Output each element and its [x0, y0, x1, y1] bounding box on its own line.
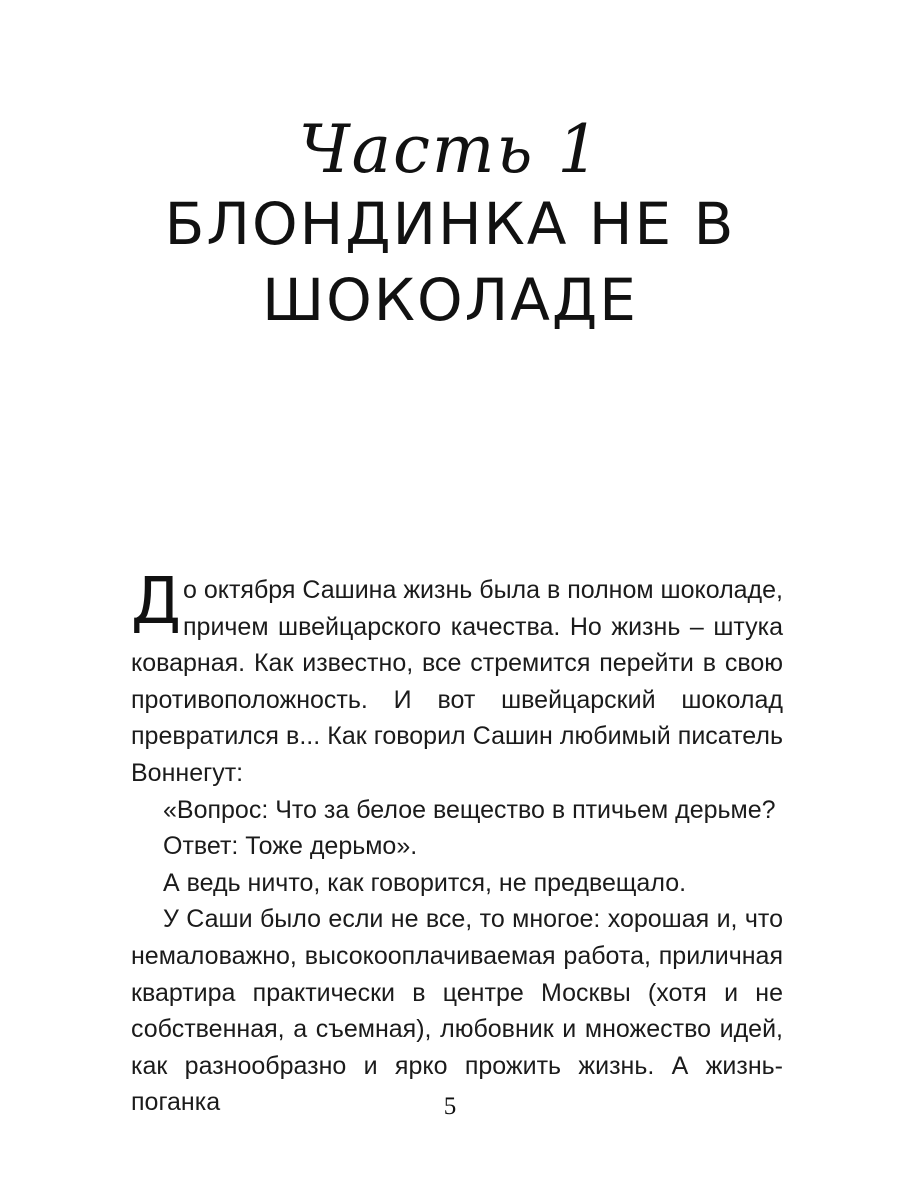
body-text [131, 565, 783, 1121]
drop-cap: Д [131, 565, 181, 639]
paragraph-1-text: о октября Сашина жизнь была в полном шоколаде, причем швейцарского качества. Но жизнь – штука коварная. Как известно, все стремится перейти в свою противоположность. И вот швейцарский шоколад превратился в... Как говорил Сашин любимый писатель Воннегут: [131, 576, 783, 787]
page-number: 5 [443, 1093, 457, 1120]
paragraph-1 [131, 565, 783, 792]
paragraph-5: У Саши было если не все, то многое: хорошая и, что немаловажно, высокооплачиваемая работа, приличная квартира практически в центре Москвы (хотя и не собственная, а съемная), любовник и множество идей, как разнообразно и ярко прожить жизнь. А жизнь-поганка [131, 905, 783, 1117]
chapter-label: Часть 1 [298, 111, 602, 188]
chapter-title-line-2: ШОКОЛАДЕ [262, 266, 638, 334]
paragraph-4: А ведь ничто, как говорится, не предвещало. [163, 868, 687, 897]
paragraph-3: Ответ: Тоже дерьмо». [163, 832, 418, 861]
paragraph-2: «Вопрос: Что за белое вещество в птичьем дерьме? [163, 795, 776, 824]
chapter-title [0, 186, 900, 338]
chapter-title-line-1: БЛОНДИНКА НЕ В [164, 190, 736, 258]
